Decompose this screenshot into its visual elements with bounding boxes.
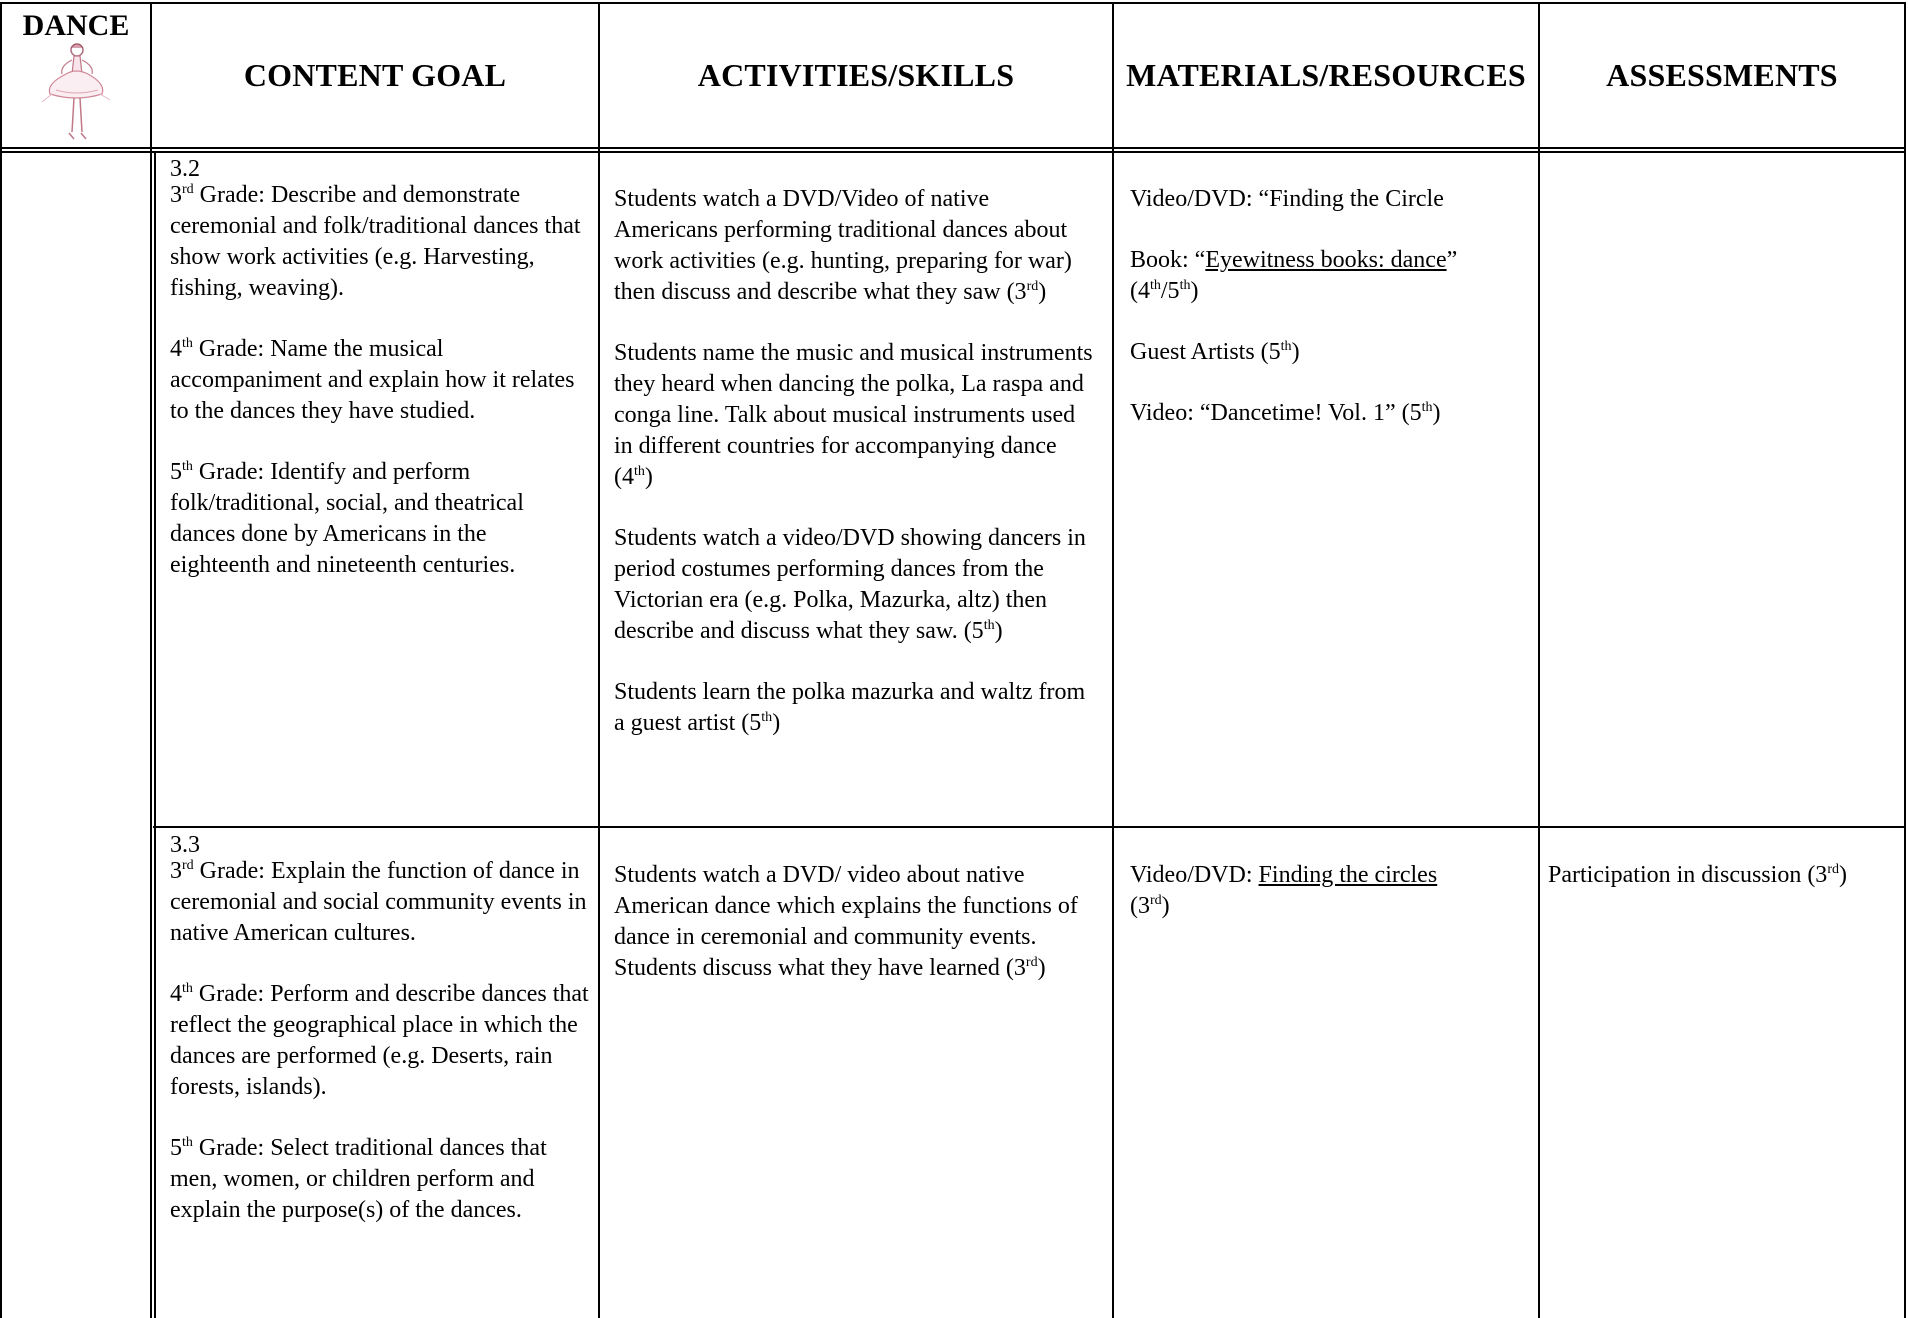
header-bottom-border-2 <box>0 151 1906 153</box>
row-3-3-materials: Video/DVD: Finding the circles (3rd) <box>1130 862 1438 919</box>
row-3-2-materials <box>1130 184 1530 429</box>
ballerina-icon <box>36 40 116 146</box>
header-activities-skills: ACTIVITIES/SKILLS <box>697 56 1015 93</box>
col-divider-2 <box>598 2 600 1318</box>
header-content-goal: CONTENT GOAL <box>243 56 507 93</box>
material-video-finding-circle: Video/DVD: “Finding the Circle <box>1130 186 1444 212</box>
header-assessments: ASSESSMENTS <box>1606 56 1838 93</box>
material-video-dancetime: Video: “Dancetime! Vol. 1” (5th) <box>1130 400 1441 426</box>
standard-number: 3.2 <box>170 156 200 182</box>
row-3-2-content-goal: 3.2 3rd Grade: Describe and demonstrate ceremonial and folk/traditional dances that show work activities (e.g. Harvesting, fishing, weaving). 4th Grade: Name the musical accompaniment and explain how it relates to the dances they have studied. 5th Grade: Identify and perform folk/traditional, social, and theatrical dances done by Americans in the eighteenth and nineteenth centuries. <box>170 158 590 581</box>
left-border <box>0 2 2 1318</box>
row-3-3-content-goal: 3.3 3rd Grade: Explain the function of dance in ceremonial and social community events in native American cultures. 4th Grade: Perform and describe dances that reflect the geographical place in which the dances are performed (e.g. Deserts, rain forests, islands). 5th Grade: Select traditional dances that men, women, or children perform and explain the purpose(s) of the dances. <box>170 832 589 1223</box>
right-border <box>1904 2 1906 1318</box>
col-divider-1 <box>150 2 152 1318</box>
col-divider-4 <box>1538 2 1540 1318</box>
header-materials-resources: MATERIALS/RESOURCES <box>1126 56 1526 93</box>
subject-title: DANCE <box>22 9 130 42</box>
row-3-3-activities: Students watch a DVD/ video about native American dance which explains the functions of dance in ceremonial and community events. Students discuss what they have learned (3rd) <box>614 862 1078 981</box>
col-divider-1b <box>154 151 156 1318</box>
row-3-2-activities: Students watch a DVD/Video of native Americans performing traditional dances about work activities (e.g. hunting, preparing for war) then discuss and describe what they saw (3rd) Students name the music and musical instruments they heard when dancing the polka, La raspa and conga line. Talk about musical instruments used in different countries for accompanying dance (4th) Students watch a video/DVD showing dancers in period costumes performing dances from the Victorian era (e.g. Polka, Mazurka, altz) then describe and discuss what they saw. (5th) Students learn the polka mazurka and waltz from a guest artist (5th) <box>614 186 1093 736</box>
col-divider-3 <box>1112 2 1114 1318</box>
standard-number: 3.3 <box>170 832 200 858</box>
material-book-eyewitness: Book: “Eyewitness books: dance” (4th/5th) <box>1130 247 1458 304</box>
row-divider <box>153 826 1906 828</box>
row-3-3-assessments: Participation in discussion (3rd) <box>1548 862 1847 888</box>
material-guest-artists: Guest Artists (5th) <box>1130 339 1300 365</box>
